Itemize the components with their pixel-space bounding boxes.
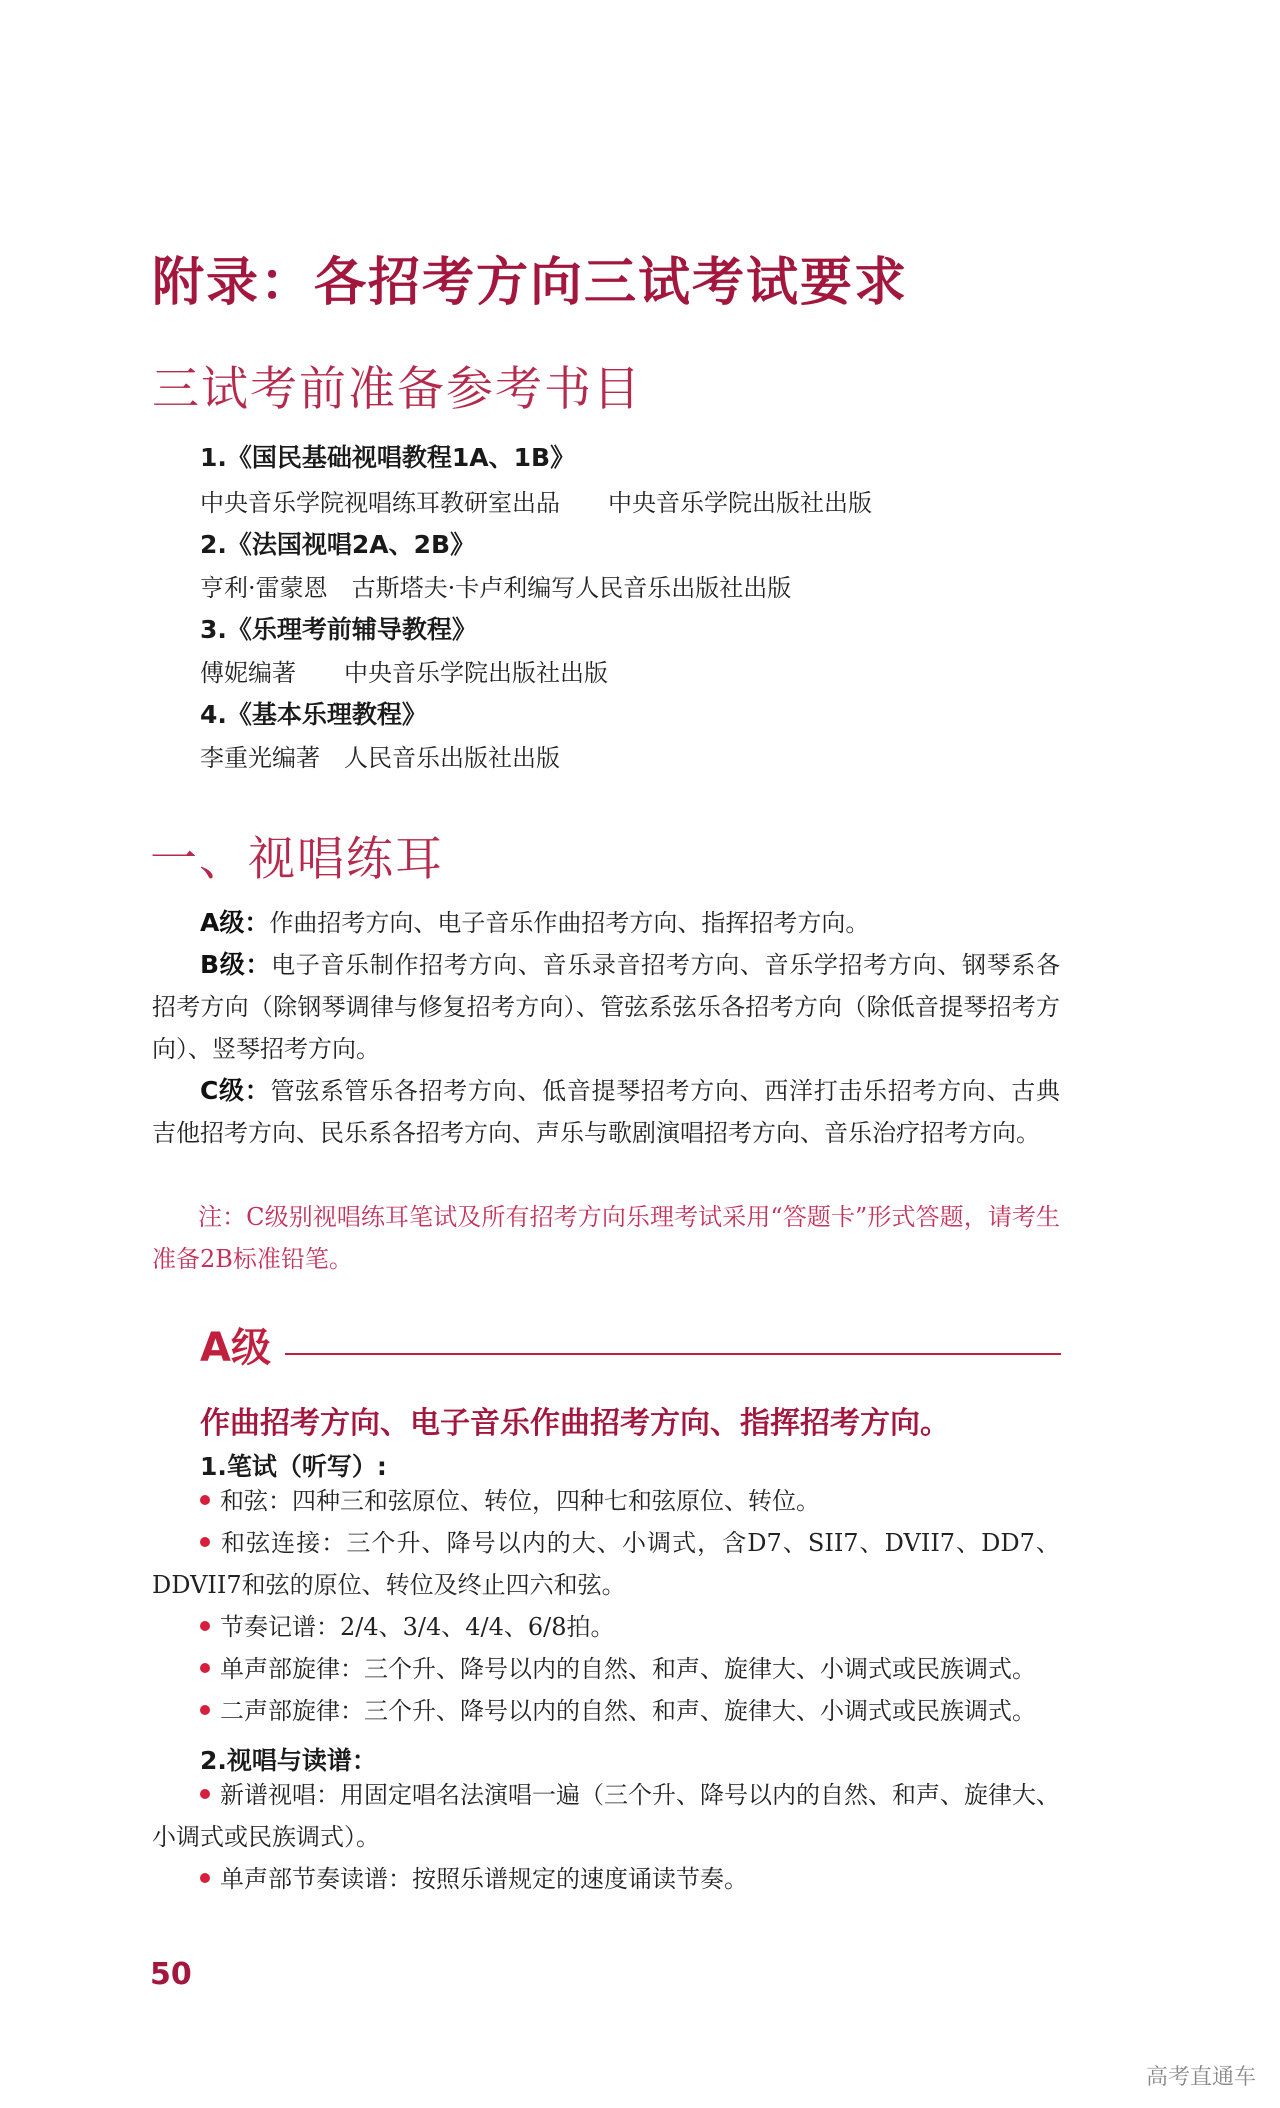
level-label: C级： [200,1076,271,1105]
level-text: 作曲招考方向、电子音乐作曲招考方向、指挥招考方向。 [269,909,870,937]
section-title: 一、视唱练耳 [150,832,444,887]
bullet-icon [200,1621,210,1631]
page-number: 50 [150,1957,192,1992]
level-a-divider [285,1353,1061,1355]
watermark-text: 高考直通车 [1145,2065,1256,2090]
note-text: 注：C级别视唱练耳笔试及所有招考方向乐理考试采用“答题卡”形式答题，请考生准备2B标准铅笔。 [152,1203,1060,1273]
list-item: 单声部旋律：三个升、降号以内的自然、和声、旋律大、小调式或民族调式。 [152,1648,1060,1690]
level-a-desc [152,902,1060,944]
book-list-heading: 三试考前准备参考书目 [152,362,642,417]
level-b-desc [152,944,1060,1070]
bullet-icon [200,1495,210,1505]
level-a-subheading: 作曲招考方向、电子音乐作曲招考方向、指挥招考方向。 [200,1406,950,1441]
page-title: 附录：各招考方向三试考试要求 [152,253,909,313]
list-item: 和弦：四种三和弦原位、转位，四种七和弦原位、转位。 [152,1480,1060,1522]
level-text: 电子音乐制作招考方向、音乐录音招考方向、音乐学招考方向、钢琴系各招考方向（除钢琴调律与修复招考方向）、管弦系弦乐各招考方向（除低音提琴招考方向）、竖琴招考方向。 [152,951,1061,1063]
book-info-3: 傅妮编著 中央音乐学院出版社出版 [200,659,608,687]
bullet-icon [200,1873,210,1883]
bullet-icon [200,1537,210,1547]
book-title-4: 4.《基本乐理教程》 [200,700,427,729]
book-title-3: 3.《乐理考前辅导教程》 [200,615,477,644]
level-c-desc [152,1070,1060,1154]
list-item: 新谱视唱：用固定唱名法演唱一遍（三个升、降号以内的自然、和声、旋律大、小调式或民族调式）。 [152,1781,1060,1851]
part2-title: 2.视唱与读谱： [200,1746,377,1775]
book-title-1: 1.《国民基础视唱教程1A、1B》 [200,443,576,472]
list-item: 节奏记谱：2/4、3/4、4/4、6/8拍。 [152,1606,1060,1648]
list-item: 和弦连接：三个升、降号以内的大、小调式，含D7、SII7、DVII7、DD7、DDVII7和弦的原位、转位及终止四六和弦。 [152,1529,1060,1599]
book-info-1: 中央音乐学院视唱练耳教研室出品 中央音乐学院出版社出版 [200,489,872,517]
list-item: 单声部节奏读谱：按照乐谱规定的速度诵读节奏。 [152,1858,1060,1900]
bullet-icon [200,1663,210,1673]
level-a-heading: A级 [200,1325,271,1371]
bullet-icon [200,1705,210,1715]
level-text: 管弦系管乐各招考方向、低音提琴招考方向、西洋打击乐招考方向、古典吉他招考方向、民乐系各招考方向、声乐与歌剧演唱招考方向、音乐治疗招考方向。 [152,1077,1060,1147]
bullet-icon [200,1789,210,1799]
part1-title: 1.笔试（听写）: [200,1452,387,1481]
book-info-4: 李重光编著 人民音乐出版社出版 [200,744,560,772]
book-info-2: 亨利·雷蒙恩 古斯塔夫·卡卢利编写人民音乐出版社出版 [200,574,792,602]
level-label: B级： [200,950,272,979]
list-item: 二声部旋律：三个升、降号以内的自然、和声、旋律大、小调式或民族调式。 [152,1690,1060,1732]
level-label: A级： [200,908,270,937]
book-title-2: 2.《法国视唱2A、2B》 [200,530,476,559]
